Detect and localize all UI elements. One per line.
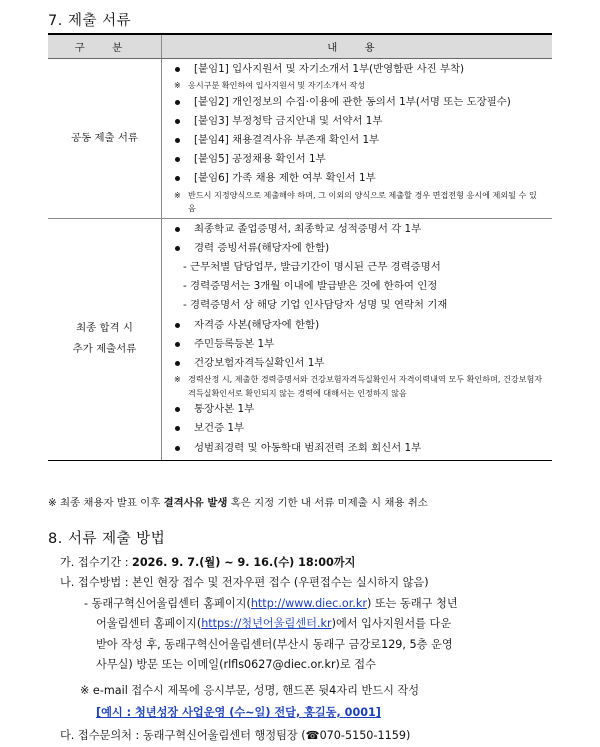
bullet-item: [174, 169, 552, 188]
note-text: 반드시 지정양식으로 제출해야 하며, 그 이외의 양식으로 제출할 경우 면접전형 응시에 제외될 수 있음: [188, 189, 537, 214]
diec-homepage-link[interactable]: http://www.diec.or.kr: [250, 597, 367, 610]
section-7-title: 7. 제출 서류: [48, 13, 132, 29]
note-item: [174, 79, 552, 93]
method-detail-3: 받아 작성 후, 동래구혁신어울림센터(부산시 동래구 금강로129, 5층 운영: [96, 638, 453, 651]
bullet-item: [174, 335, 552, 354]
phone-icon: ☎: [305, 729, 320, 742]
bullet-icon: [175, 323, 180, 328]
common-docs-label: 공동 제출 서류: [48, 59, 162, 219]
method-detail-2: [96, 614, 451, 635]
period-label: 가. 접수기간 :: [60, 556, 133, 569]
bullet-item: [174, 316, 552, 335]
dash-item: - 경력증명서는 3개월 이내에 발급받은 것에 한하여 인정: [183, 280, 438, 293]
final-docs-label-line2: 추가 제출서류: [72, 343, 137, 356]
bullet-text: 통장사본 1부: [194, 403, 255, 416]
footnote-pre: ※ 최종 채용자 발표 이후: [48, 497, 164, 509]
email-note: ※ e-mail 접수시 제목에 응시부문, 성명, 핸드폰 뒷4자리 반드시 작성: [80, 684, 420, 697]
bullet-text: [붙임4] 채용결격사유 부존재 확인서 1부: [194, 134, 380, 147]
note-item: [174, 189, 552, 216]
bullet-item: [174, 220, 552, 239]
header-content: 내 용: [162, 34, 553, 59]
youth-center-homepage-link[interactable]: https://청년어울림센터.kr: [201, 617, 332, 630]
bullet-icon: [175, 67, 180, 72]
contact-post: ): [405, 729, 411, 742]
table-footnote: [48, 494, 428, 509]
bullet-icon: [175, 138, 180, 143]
bullet-item: [174, 112, 552, 131]
footnote-bold: 결격사유 발생: [163, 497, 228, 509]
bullet-item: [174, 439, 552, 458]
common-docs-list: [162, 59, 553, 219]
method-line: 나. 접수방법 : 본인 현장 접수 및 전자우편 접수 (우편접수는 실시하지 않음): [60, 576, 429, 589]
method-detail-1-post: ) 또는 동래구 청년: [366, 597, 458, 610]
bullet-icon: [175, 227, 180, 232]
bullet-text: 최종학교 졸업증명서, 최종학교 성적증명서 각 1부: [194, 222, 422, 235]
bullet-text: 보건증 1부: [194, 422, 245, 435]
dash-item: - 근무처별 담당업무, 발급기간이 명시된 근무 경력증명서: [183, 261, 441, 273]
bullet-icon: [175, 446, 180, 451]
footnote-post: 혹은 지정 기한 내 서류 미제출 시 채용 취소: [227, 497, 428, 509]
bullet-text: 건강보험자격득실확인서 1부: [194, 356, 325, 369]
bullet-item: [174, 354, 552, 373]
method-detail-1-pre: - 동래구혁신어울림센터 홈페이지(: [84, 597, 251, 610]
bullet-item: [174, 60, 552, 79]
note-text: 경력산정 시, 제출한 경력증명서와 건강보험자격득실확인서 자격이력내역 모두 확인하며, 건강보험자격득실확인서로 확인되지 않는 경력에 대해서는 인정하지 않음: [188, 374, 543, 398]
bullet-text: 주민등록등본 1부: [194, 337, 275, 350]
contact-phone: 070-5150-1159: [319, 729, 406, 742]
bullet-item: [174, 131, 552, 150]
note-item: [174, 373, 552, 400]
bullet-item: [174, 400, 552, 419]
note-mark: ※: [174, 189, 181, 200]
final-docs-label: [48, 218, 162, 460]
bullet-text: [붙임3] 부정청탁 금지안내 및 서약서 1부: [194, 114, 383, 127]
bullet-text: 경력 증빙서류(해당자에 한함): [194, 241, 330, 254]
bullet-item: [174, 239, 552, 258]
bullet-icon: [175, 119, 180, 124]
contact-pre: 다. 접수문의처 : 동래구혁신어울림센터 행정팀장 (: [60, 729, 306, 742]
section-8-title: 8. 서류 제출 방법: [48, 531, 166, 547]
bullet-item: [174, 419, 552, 438]
bullet-icon: [175, 342, 180, 347]
bullet-icon: [175, 157, 180, 162]
bullet-icon: [175, 426, 180, 431]
note-mark: ※: [174, 80, 181, 91]
bullet-icon: [175, 361, 180, 366]
bullet-text: [붙임5] 공정채용 확인서 1부: [194, 153, 326, 166]
bullet-text: [붙임6] 가족 채용 제한 여부 확인서 1부: [194, 172, 376, 185]
bullet-text: 성범죄경력 및 아동학대 범죄전력 조회 회신서 1부: [194, 441, 422, 454]
method-detail-4: 사무실) 방문 또는 이메일(rlfls0627@diec.or.kr)로 접수: [96, 658, 376, 671]
bullet-icon: [175, 246, 180, 251]
method-detail-2-post: )에서 입사지원서를 다운: [331, 617, 452, 630]
method-detail-1: [84, 594, 458, 615]
email-subject-example: [96, 703, 381, 724]
bullet-icon: [175, 100, 180, 105]
header-category: 구 분: [48, 34, 162, 59]
note-text: 응시구분 확인하여 입사지원서 및 자기소개서 작성: [188, 80, 366, 91]
period-line: [60, 553, 355, 574]
email-subject-sample: [예시 : 청년성장 사업운영 (수~일) 전담, 홍길동, 0001]: [96, 706, 381, 719]
contact-line: [60, 726, 410, 747]
final-docs-label-line1: 최종 합격 시: [76, 322, 133, 335]
note-mark: ※: [174, 374, 181, 385]
bullet-text: 자격증 사본(해당자에 한함): [194, 318, 320, 331]
bullet-icon: [175, 407, 180, 412]
final-docs-list: [162, 218, 553, 460]
period-value: 2026. 9. 7.(월) ~ 9. 16.(수) 18:00까지: [132, 556, 356, 569]
bullet-text: [붙임1] 입사지원서 및 자기소개서 1부(반영함판 사진 부착): [194, 63, 465, 75]
documents-table: [48, 33, 552, 461]
bullet-item: [174, 150, 552, 169]
bullet-icon: [175, 176, 180, 181]
bullet-item: [174, 93, 552, 112]
bullet-text: [붙임2] 개인정보의 수집·이용에 관한 동의서 1부(서명 또는 도장필수): [194, 95, 511, 108]
method-detail-2-pre: 어울림센터 홈페이지(: [96, 617, 202, 630]
dash-item: - 경력증명서 상 해당 기업 인사담당자 성명 및 연락처 기재: [183, 299, 448, 312]
